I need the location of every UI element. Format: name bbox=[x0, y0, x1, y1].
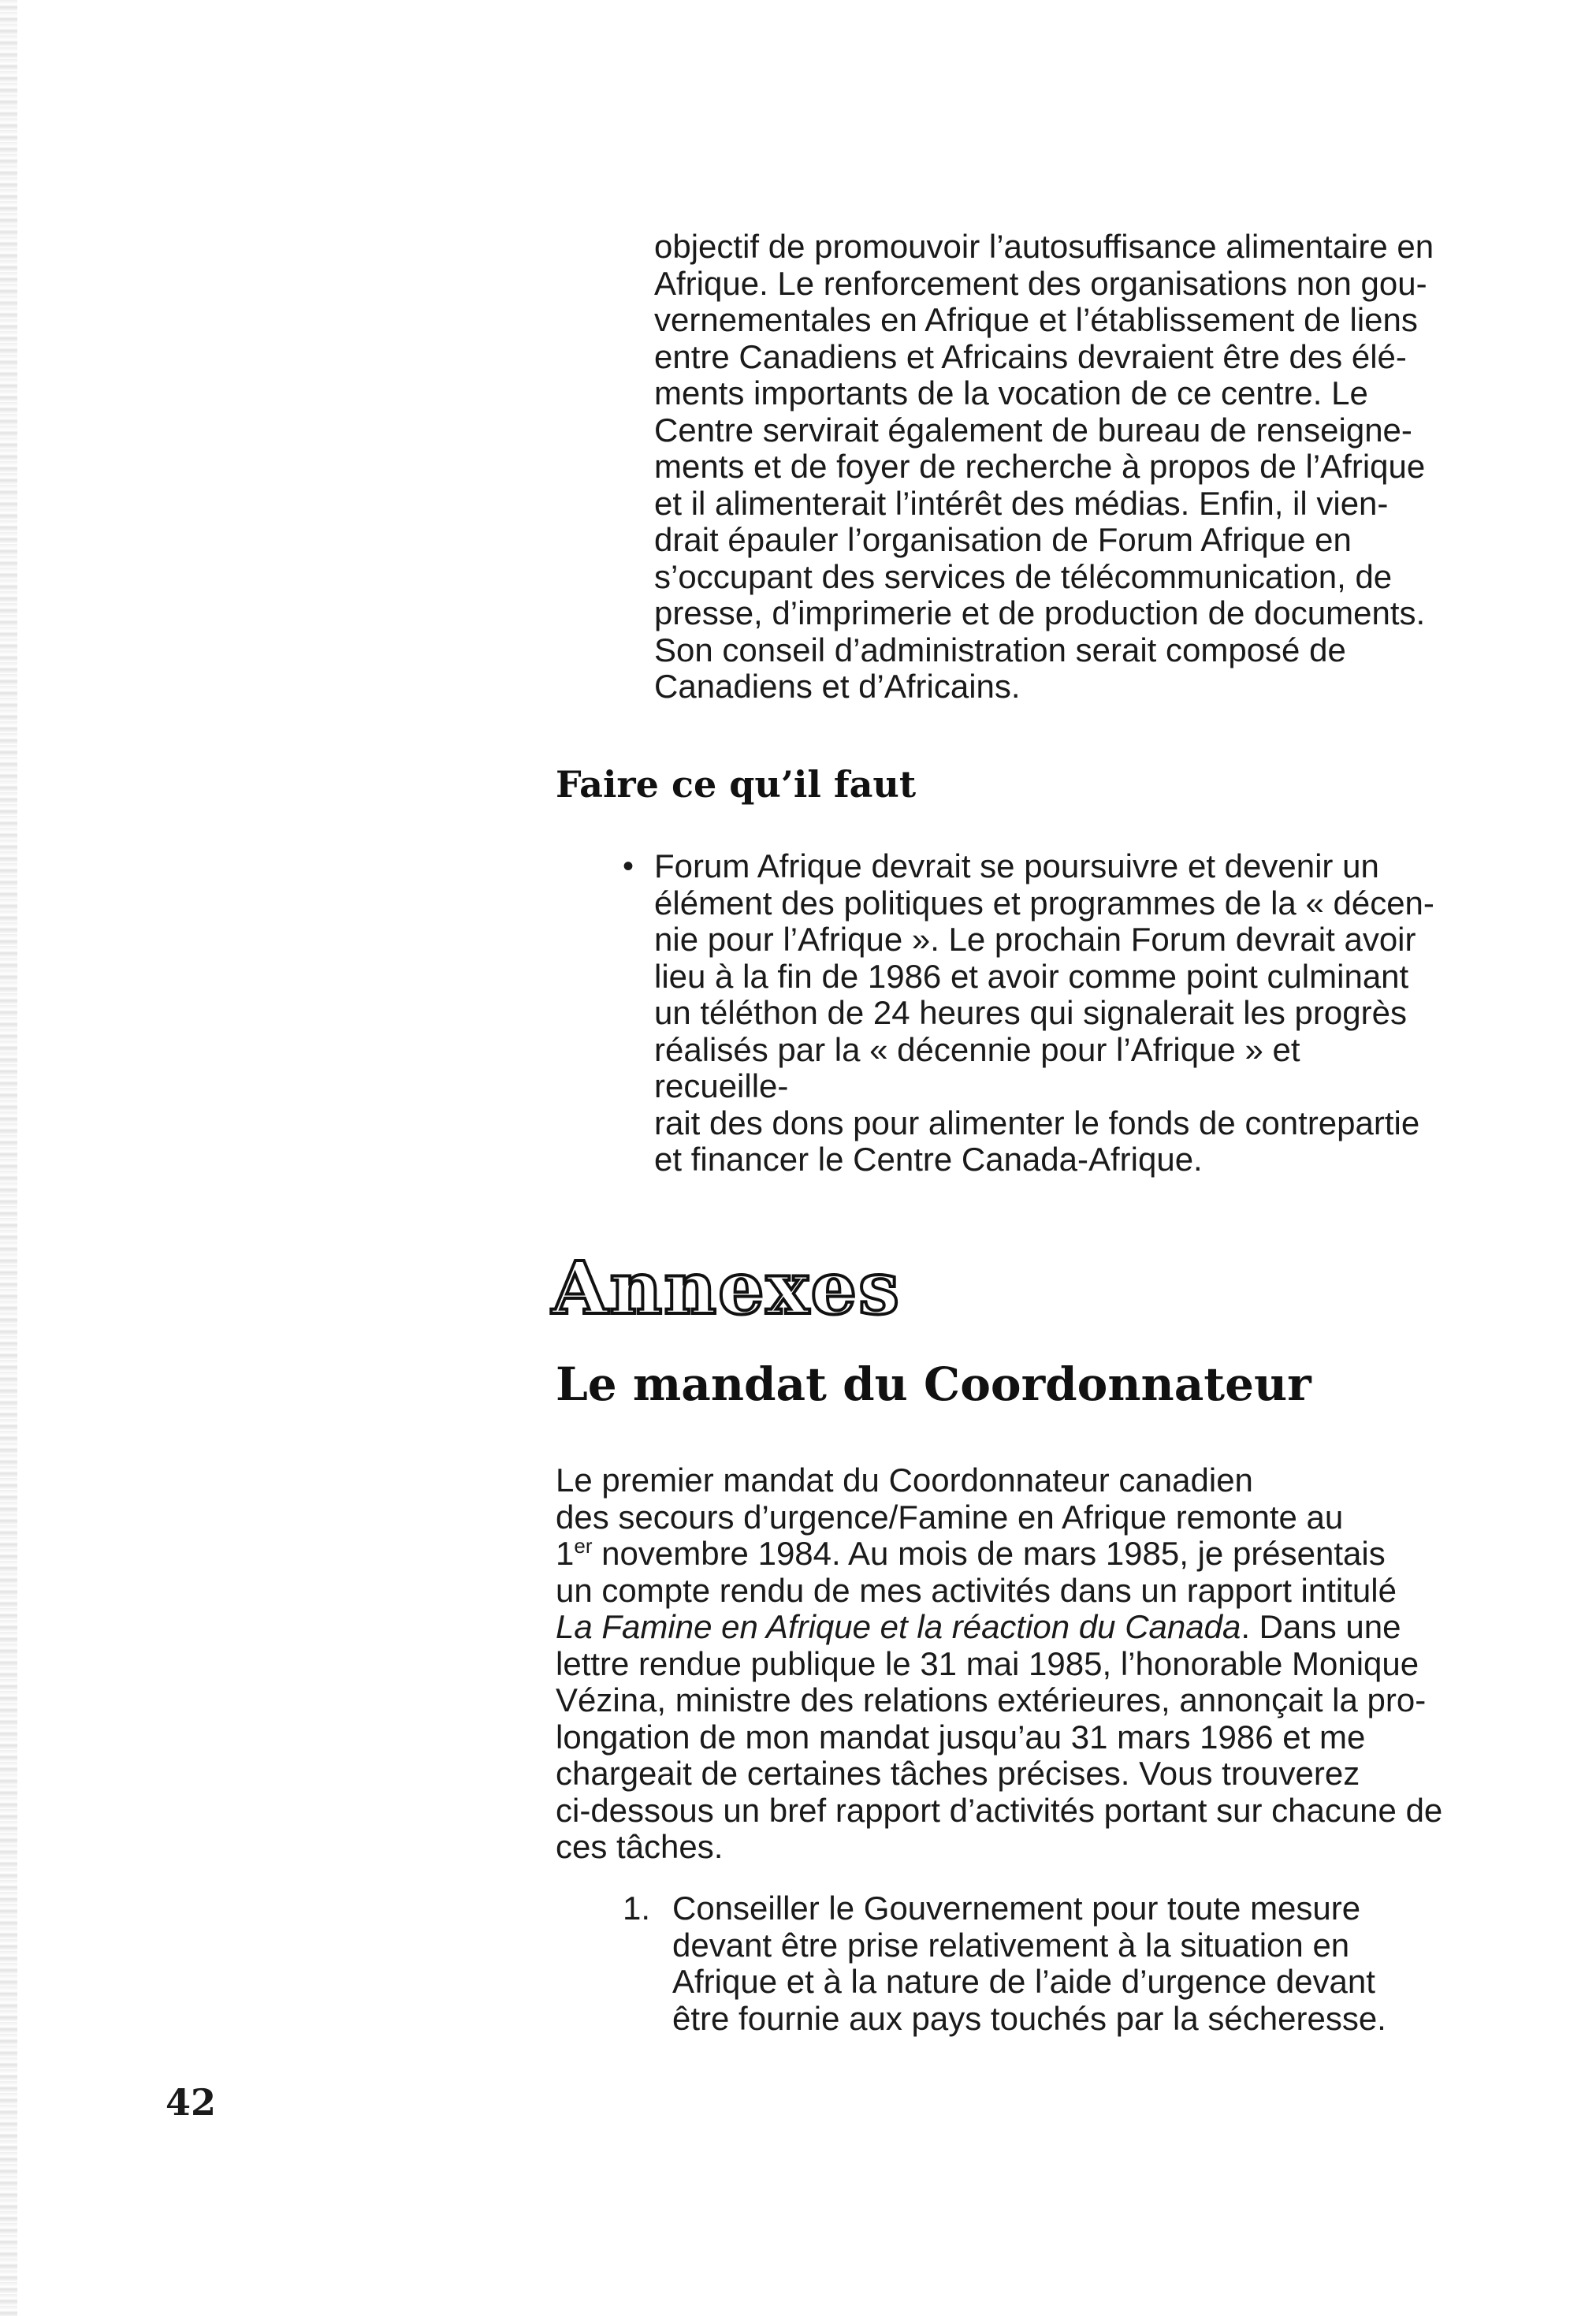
mandat-text-part2: novembre 1984. Au mois de mars 1985, je présentais un compte rendu de mes activités dans un rapport intitulé bbox=[556, 1535, 1397, 1609]
annexes-title: Annexes bbox=[552, 1246, 901, 1331]
numbered-item-label: 1. bbox=[623, 1890, 651, 1927]
section-heading-mandat: Le mandat du Coordonnateur bbox=[556, 1357, 1311, 1411]
bullet-text: Forum Afrique devrait se poursuivre et devenir un élément des politiques et programmes de la « décen- nie pour l’Afrique ». Le prochain Forum devrait avoir lieu à la fin de 1986 et avoir comme point culminant un téléthon de 24 heures qui signalerait les progrès réalisés par la « décennie pour l’Afrique » et recueille- rait des dons pour alimenter le fonds de contrepartie et financer le Centre Canada-Afrique. bbox=[654, 847, 1434, 1178]
numbered-item-1 bbox=[623, 1890, 1450, 2037]
bullet-marker: • bbox=[623, 849, 634, 884]
section-heading-faire: Faire ce qu’il faut bbox=[556, 763, 917, 806]
report-title-italic: La Famine en Afrique et la réaction du Canada bbox=[556, 1608, 1241, 1645]
scan-binding-edge bbox=[0, 0, 17, 2316]
mandat-text-part3: . Dans une lettre rendue publique le 31 mai 1985, l’honorable Monique Vézina, ministre des relations extérieures, annonçait la pro- longation de mon mandat jusqu’au 31 mars 1986 et me chargeait de certaines tâches précises. Vous trouverez ci-dessous un bref rapport d’activités portant sur chacune de ces tâches. bbox=[556, 1608, 1443, 1865]
numbered-item-text: Conseiller le Gouvernement pour toute mesure devant être prise relativement à la situation en Afrique et à la nature de l’aide d’urgence devant être fournie aux pays touchés par la sécheresse. bbox=[672, 1890, 1386, 2037]
page-number: 42 bbox=[166, 2081, 217, 2124]
mandat-text-part1: Le premier mandat du Coordonnateur canadien des secours d’urgence/Famine en Afrique remonte au 1 bbox=[556, 1461, 1344, 1572]
mandat-paragraph bbox=[556, 1462, 1446, 1866]
intro-paragraph: objectif de promouvoir l’autosuffisance alimentaire en Afrique. Le renforcement des organisations non gou- vernementales en Afrique et l’établissement de liens entre Canadiens et Africains devraient être des élé- ments importants de la vocation de ce centre. Le Centre servirait également de bureau de renseigne- ments et de foyer de recherche à propos de l’Afrique et il alimenterait l’intérêt des médias. Enfin, il vien- drait épauler l’organisation de Forum Afrique en s’occupant des services de télécommunication, de presse, d’imprimerie et de production de documents. Son conseil d’administration serait composé de Canadiens et d’Africains. bbox=[654, 228, 1434, 705]
ordinal-superscript: er bbox=[574, 1534, 593, 1558]
bullet-item bbox=[623, 848, 1442, 1178]
